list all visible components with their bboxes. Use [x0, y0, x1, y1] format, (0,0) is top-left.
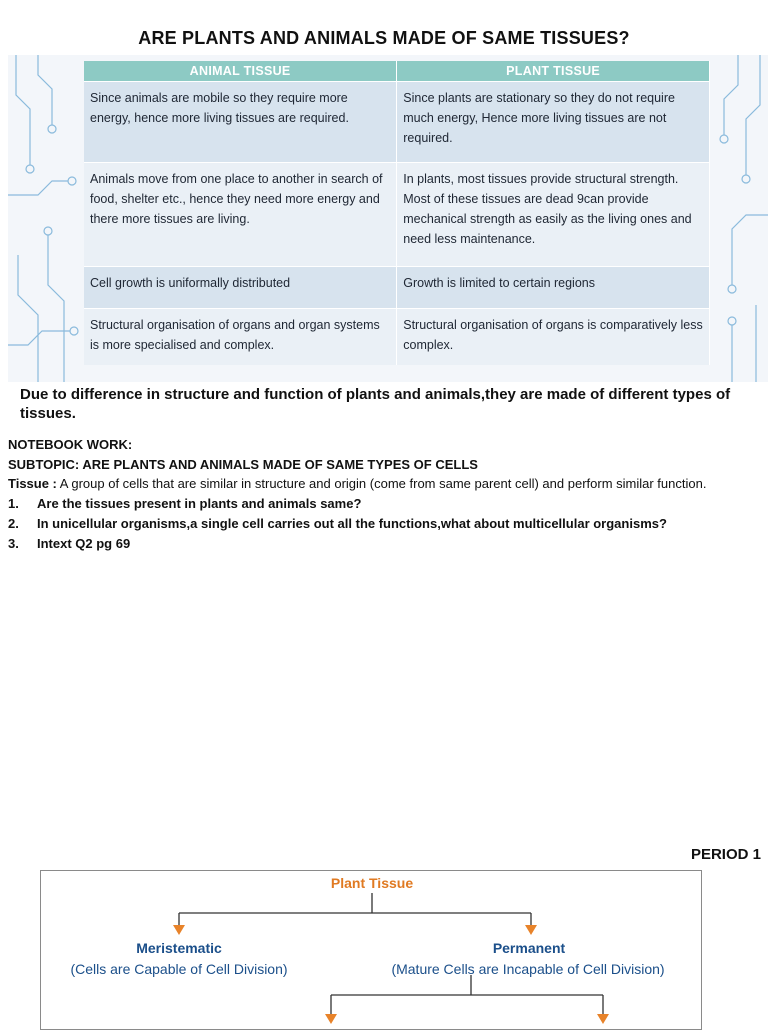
- list-item: [8, 496, 763, 512]
- table-cell: Cell growth is uniformally distributed: [84, 267, 397, 309]
- comparison-image: [8, 55, 768, 382]
- page-title: ARE PLANTS AND ANIMALS MADE OF SAME TISSUES?: [138, 28, 630, 48]
- notebook-heading: NOTEBOOK WORK:: [8, 437, 133, 452]
- table-cell: Structural organisation of organs is comparatively less complex.: [397, 309, 710, 366]
- table-cell: Growth is limited to certain regions: [397, 267, 710, 309]
- header-plant-tissue: PLANT TISSUE: [397, 61, 710, 82]
- flowchart-node-meristematic-desc: (Cells are Capable of Cell Division): [70, 961, 288, 977]
- question-number: 2.: [8, 516, 19, 531]
- table-row: [84, 309, 710, 366]
- list-item: [8, 516, 763, 532]
- flowchart-root-plant-tissue: Plant Tissue: [330, 875, 414, 891]
- flowchart-node-permanent: Permanent: [492, 940, 566, 956]
- plant-tissue-flowchart: [40, 870, 702, 1030]
- question-number: 1.: [8, 496, 19, 511]
- tissue-term: Tissue :: [8, 476, 57, 491]
- table-cell: Structural organisation of organs and organ systems is more specialised and complex.: [84, 309, 397, 366]
- table-cell: Since animals are mobile so they require more energy, hence more living tissues are required.: [84, 82, 397, 163]
- table-row: [84, 267, 710, 309]
- question-text: In unicellular organisms,a single cell carries out all the functions,what about multicellular organisms?: [37, 516, 667, 531]
- question-text: Are the tissues present in plants and animals same?: [37, 496, 362, 511]
- tissue-definition: [8, 476, 763, 492]
- table-row: [84, 82, 710, 163]
- notebook-section: [8, 435, 763, 556]
- table-cell: Since plants are stationary so they do not require much energy, Hence more living tissues are not required.: [397, 82, 710, 163]
- question-text: Intext Q2 pg 69: [37, 536, 131, 551]
- question-list: [8, 496, 763, 552]
- header-animal-tissue: ANIMAL TISSUE: [84, 61, 397, 82]
- question-number: 3.: [8, 536, 19, 551]
- summary-text: Due to difference in structure and function of plants and animals,they are made of different types of tissues.: [20, 386, 731, 422]
- list-item: [8, 536, 763, 552]
- subtopic-heading: SUBTOPIC: ARE PLANTS AND ANIMALS MADE OF SAME TYPES OF CELLS: [8, 457, 478, 472]
- tissue-comparison-table: [84, 61, 710, 365]
- table-row: [84, 163, 710, 267]
- tissue-definition-text: A group of cells that are similar in structure and origin (come from same parent cell) and perform similar function.: [56, 476, 707, 491]
- flowchart-node-meristematic: Meristematic: [136, 940, 222, 956]
- flowchart-node-permanent-desc: (Mature Cells are Incapable of Cell Division): [391, 961, 665, 977]
- table-cell: Animals move from one place to another in search of food, shelter etc., hence they need more energy and there more tissues are living.: [84, 163, 397, 267]
- period-label: PERIOD 1: [690, 846, 761, 863]
- table-cell: In plants, most tissues provide structural strength. Most of these tissues are dead 9can provide mechanical strength as easily as the living ones and need less maintenance.: [397, 163, 710, 267]
